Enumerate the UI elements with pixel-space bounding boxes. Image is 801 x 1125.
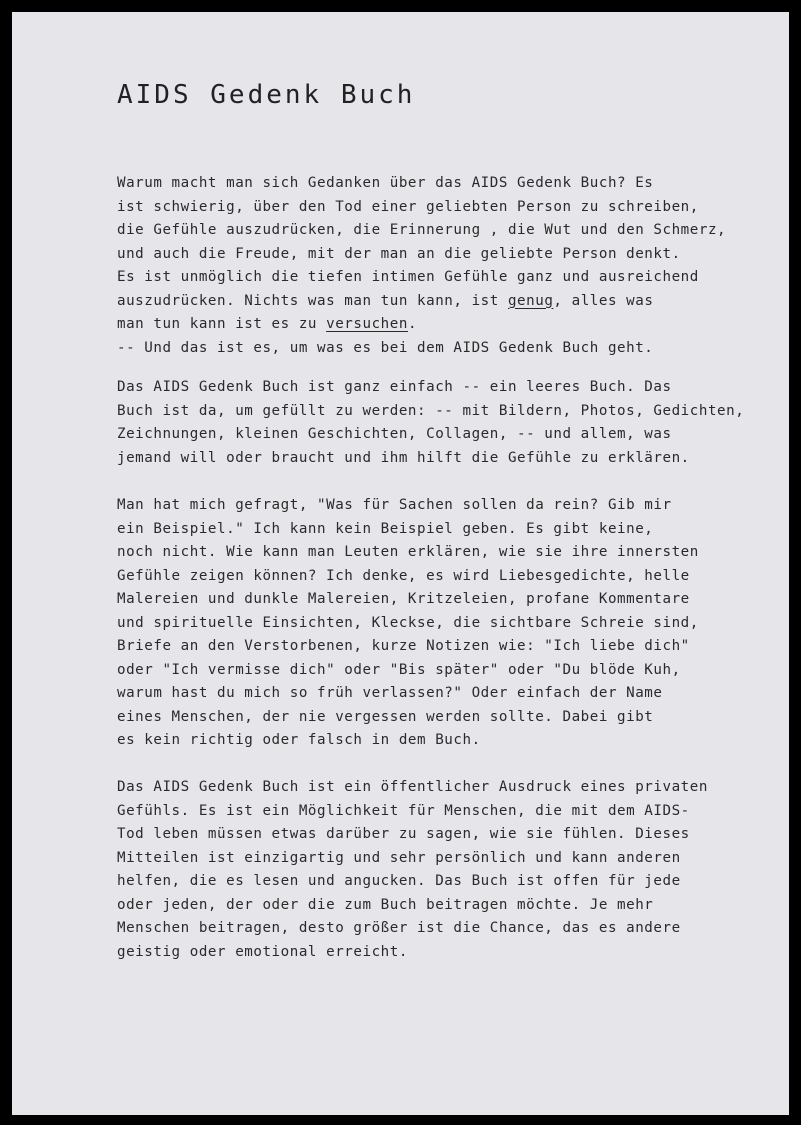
document-title: AIDS Gedenk Buch (117, 80, 416, 110)
underlined-word: genug (507, 292, 554, 309)
text-line: die Gefühle auszudrücken, die Erinnerung , die Wut und den Schmerz, (117, 222, 727, 238)
text-line: warum hast du mich so früh verlassen?" Oder einfach der Name (117, 685, 663, 701)
paragraph (117, 776, 708, 964)
text-line: Warum macht man sich Gedanken über das AIDS Gedenk Buch? Es (117, 175, 654, 191)
text-line: geistig oder emotional erreicht. (117, 943, 408, 960)
underlined-word: versuchen (326, 316, 408, 332)
text-line: -- Und das ist es, um was es bei dem AIDS Gedenk Buch geht. (117, 339, 654, 356)
text-line (117, 313, 726, 337)
text-line: Mitteilen ist einzigartig und sehr persönlich und kann anderen (117, 849, 681, 866)
line-text: , alles was (553, 292, 654, 309)
text-line: helfen, die es lesen und angucken. Das Buch ist offen für jede (117, 873, 681, 889)
paragraph (117, 494, 699, 753)
line-text: man tun kann ist es zu (117, 316, 327, 332)
text-line: ist schwierig, über den Tod einer geliebten Person zu schreiben, (117, 198, 699, 215)
text-line: Das AIDS Gedenk Buch ist ein öffentlicher Ausdruck eines privaten (117, 779, 708, 795)
text-line: Buch ist da, um gefüllt zu werden: -- mit Bildern, Photos, Gedichten, (117, 402, 745, 419)
text-line: Briefe an den Verstorbenen, kurze Notizen wie: "Ich liebe dich" (117, 638, 690, 654)
text-line: Gefühls. Es ist ein Möglichkeit für Menschen, die mit dem AIDS- (117, 802, 690, 819)
text-line: oder "Ich vermisse dich" oder "Bis später" oder "Du blöde Kuh, (117, 661, 681, 678)
text-line: noch nicht. Wie kann man Leuten erklären, wie sie ihre innersten (117, 544, 699, 560)
text-line: es kein richtig oder falsch in dem Buch. (117, 732, 481, 748)
text-line: Gefühle zeigen können? Ich denke, es wird Liebesgedichte, helle (117, 567, 690, 584)
line-text: . (407, 316, 418, 332)
text-line: Malereien und dunkle Malereien, Kritzeleien, profane Kommentare (117, 591, 690, 607)
document-page (12, 12, 789, 1115)
paragraph (117, 376, 744, 470)
text-line: Tod leben müssen etwas darüber zu sagen, wie sie fühlen. Dieses (117, 826, 690, 842)
text-line: und auch die Freude, mit der man an die geliebte Person denkt. (117, 245, 681, 262)
text-line: Zeichnungen, kleinen Geschichten, Collagen, -- und allem, was (117, 426, 672, 442)
text-line (117, 290, 726, 314)
text-line: Menschen beitragen, desto größer ist die Chance, das es andere (117, 920, 681, 936)
paragraph (117, 172, 726, 360)
text-line: und spirituelle Einsichten, Kleckse, die sichtbare Schreie sind, (117, 614, 699, 631)
text-line: Man hat mich gefragt, "Was für Sachen sollen da rein? Gib mir (117, 497, 672, 513)
text-line: jemand will oder braucht und ihm hilft die Gefühle zu erklären. (117, 449, 690, 466)
line-text: auszudrücken. Nichts was man tun kann, ist (117, 292, 508, 309)
text-line: Das AIDS Gedenk Buch ist ganz einfach -- ein leeres Buch. Das (117, 379, 672, 395)
text-line: eines Menschen, der nie vergessen werden sollte. Dabei gibt (117, 708, 654, 725)
text-line: oder jeden, der oder die zum Buch beitragen möchte. Je mehr (117, 896, 654, 913)
text-line: Es ist unmöglich die tiefen intimen Gefühle ganz und ausreichend (117, 269, 699, 285)
text-line: ein Beispiel." Ich kann kein Beispiel geben. Es gibt keine, (117, 520, 654, 537)
